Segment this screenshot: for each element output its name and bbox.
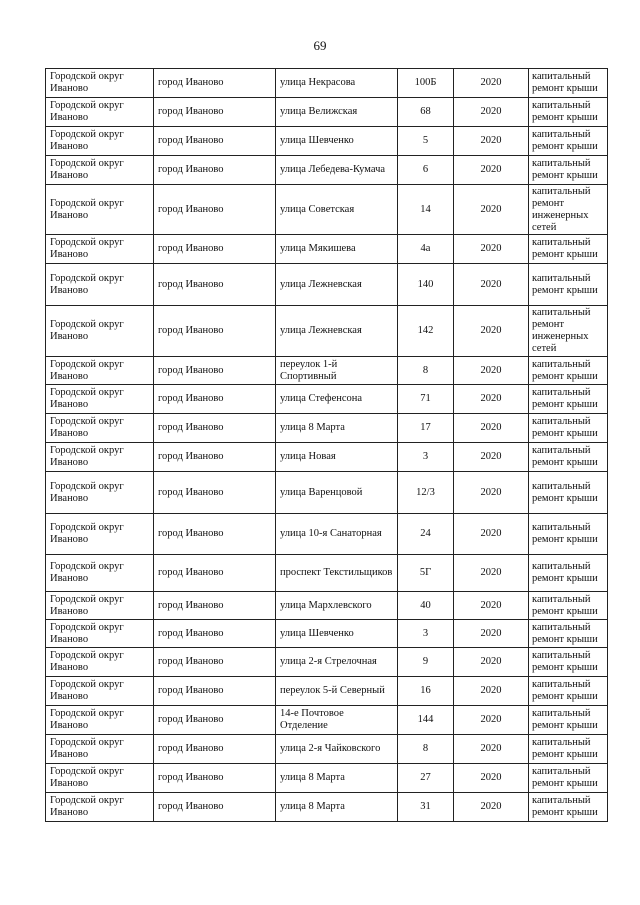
city-cell: город Иваново <box>154 357 276 385</box>
table-row <box>46 706 608 735</box>
house-number-cell: 8 <box>398 735 454 764</box>
street-cell: улица 2-я Стрелочная <box>276 648 398 677</box>
table-row <box>46 264 608 306</box>
house-number-cell: 27 <box>398 764 454 793</box>
year-cell: 2020 <box>454 443 529 472</box>
table-row <box>46 235 608 264</box>
table-row <box>46 156 608 185</box>
year-cell: 2020 <box>454 620 529 648</box>
work-type-cell: капитальный ремонт крыши <box>529 735 608 764</box>
year-cell: 2020 <box>454 514 529 555</box>
district-cell: Городской округ Иваново <box>46 156 154 185</box>
district-cell: Городской округ Иваново <box>46 443 154 472</box>
table-row <box>46 185 608 235</box>
year-cell: 2020 <box>454 735 529 764</box>
house-number-cell: 4а <box>398 235 454 264</box>
street-cell: улица 8 Марта <box>276 793 398 822</box>
city-cell: город Иваново <box>154 185 276 235</box>
city-cell: город Иваново <box>154 306 276 357</box>
street-cell: улица Некрасова <box>276 69 398 98</box>
work-type-cell: капитальный ремонт крыши <box>529 764 608 793</box>
district-cell: Городской округ Иваново <box>46 69 154 98</box>
table-row <box>46 127 608 156</box>
district-cell: Городской округ Иваново <box>46 706 154 735</box>
city-cell: город Иваново <box>154 443 276 472</box>
year-cell: 2020 <box>454 385 529 414</box>
district-cell: Городской округ Иваново <box>46 764 154 793</box>
year-cell: 2020 <box>454 127 529 156</box>
year-cell: 2020 <box>454 185 529 235</box>
district-cell: Городской округ Иваново <box>46 264 154 306</box>
district-cell: Городской округ Иваново <box>46 98 154 127</box>
street-cell: улица Мархлевского <box>276 592 398 620</box>
work-type-cell: капитальный ремонт крыши <box>529 706 608 735</box>
district-cell: Городской округ Иваново <box>46 185 154 235</box>
street-cell: проспект Текстильщиков <box>276 555 398 592</box>
district-cell: Городской округ Иваново <box>46 127 154 156</box>
city-cell: город Иваново <box>154 472 276 514</box>
year-cell: 2020 <box>454 555 529 592</box>
district-cell: Городской округ Иваново <box>46 677 154 706</box>
work-type-cell: капитальный ремонт крыши <box>529 357 608 385</box>
table-row <box>46 677 608 706</box>
table-row <box>46 764 608 793</box>
table-row <box>46 69 608 98</box>
house-number-cell: 9 <box>398 648 454 677</box>
district-cell: Городской округ Иваново <box>46 357 154 385</box>
district-cell: Городской округ Иваново <box>46 306 154 357</box>
city-cell: город Иваново <box>154 555 276 592</box>
city-cell: город Иваново <box>154 69 276 98</box>
work-type-cell: капитальный ремонт крыши <box>529 235 608 264</box>
city-cell: город Иваново <box>154 764 276 793</box>
year-cell: 2020 <box>454 764 529 793</box>
year-cell: 2020 <box>454 264 529 306</box>
work-type-cell: капитальный ремонт крыши <box>529 127 608 156</box>
city-cell: город Иваново <box>154 156 276 185</box>
work-type-cell: капитальный ремонт крыши <box>529 592 608 620</box>
city-cell: город Иваново <box>154 793 276 822</box>
house-number-cell: 100Б <box>398 69 454 98</box>
work-type-cell: капитальный ремонт крыши <box>529 793 608 822</box>
district-cell: Городской округ Иваново <box>46 514 154 555</box>
table-row <box>46 793 608 822</box>
work-type-cell: капитальный ремонт крыши <box>529 677 608 706</box>
district-cell: Городской округ Иваново <box>46 414 154 443</box>
work-type-cell: капитальный ремонт крыши <box>529 443 608 472</box>
year-cell: 2020 <box>454 235 529 264</box>
street-cell: улица 8 Марта <box>276 764 398 793</box>
house-number-cell: 71 <box>398 385 454 414</box>
year-cell: 2020 <box>454 69 529 98</box>
year-cell: 2020 <box>454 414 529 443</box>
work-type-cell: капитальный ремонт крыши <box>529 385 608 414</box>
table-row <box>46 555 608 592</box>
year-cell: 2020 <box>454 592 529 620</box>
house-number-cell: 140 <box>398 264 454 306</box>
city-cell: город Иваново <box>154 677 276 706</box>
street-cell: улица Варенцовой <box>276 472 398 514</box>
street-cell: переулок 1-й Спортивный <box>276 357 398 385</box>
district-cell: Городской округ Иваново <box>46 555 154 592</box>
table-row <box>46 385 608 414</box>
city-cell: город Иваново <box>154 735 276 764</box>
table-row <box>46 514 608 555</box>
house-number-cell: 12/3 <box>398 472 454 514</box>
table-row <box>46 98 608 127</box>
district-cell: Городской округ Иваново <box>46 648 154 677</box>
city-cell: город Иваново <box>154 98 276 127</box>
year-cell: 2020 <box>454 98 529 127</box>
city-cell: город Иваново <box>154 620 276 648</box>
work-type-cell: капитальный ремонт крыши <box>529 620 608 648</box>
city-cell: город Иваново <box>154 514 276 555</box>
street-cell: улица Велижская <box>276 98 398 127</box>
street-cell: улица Лежневская <box>276 264 398 306</box>
table-row <box>46 620 608 648</box>
work-type-cell: капитальный ремонт крыши <box>529 98 608 127</box>
district-cell: Городской округ Иваново <box>46 472 154 514</box>
street-cell: улица Шевченко <box>276 127 398 156</box>
work-type-cell: капитальный ремонт крыши <box>529 648 608 677</box>
house-number-cell: 3 <box>398 443 454 472</box>
table-row <box>46 443 608 472</box>
street-cell: улица Лежневская <box>276 306 398 357</box>
street-cell: улица 8 Марта <box>276 414 398 443</box>
repair-table <box>45 68 608 822</box>
street-cell: улица Новая <box>276 443 398 472</box>
street-cell: улица Мякишева <box>276 235 398 264</box>
year-cell: 2020 <box>454 156 529 185</box>
year-cell: 2020 <box>454 472 529 514</box>
house-number-cell: 3 <box>398 620 454 648</box>
year-cell: 2020 <box>454 306 529 357</box>
table-row <box>46 472 608 514</box>
district-cell: Городской округ Иваново <box>46 385 154 414</box>
house-number-cell: 68 <box>398 98 454 127</box>
year-cell: 2020 <box>454 677 529 706</box>
city-cell: город Иваново <box>154 385 276 414</box>
year-cell: 2020 <box>454 648 529 677</box>
district-cell: Городской округ Иваново <box>46 620 154 648</box>
house-number-cell: 24 <box>398 514 454 555</box>
house-number-cell: 16 <box>398 677 454 706</box>
table-row <box>46 735 608 764</box>
work-type-cell: капитальный ремонт крыши <box>529 472 608 514</box>
year-cell: 2020 <box>454 357 529 385</box>
house-number-cell: 6 <box>398 156 454 185</box>
house-number-cell: 40 <box>398 592 454 620</box>
work-type-cell: капитальный ремонт инженерных сетей <box>529 185 608 235</box>
table-row <box>46 648 608 677</box>
house-number-cell: 144 <box>398 706 454 735</box>
work-type-cell: капитальный ремонт крыши <box>529 514 608 555</box>
house-number-cell: 5Г <box>398 555 454 592</box>
house-number-cell: 8 <box>398 357 454 385</box>
table-row <box>46 592 608 620</box>
city-cell: город Иваново <box>154 592 276 620</box>
street-cell: улица Шевченко <box>276 620 398 648</box>
year-cell: 2020 <box>454 793 529 822</box>
district-cell: Городской округ Иваново <box>46 793 154 822</box>
work-type-cell: капитальный ремонт крыши <box>529 156 608 185</box>
work-type-cell: капитальный ремонт крыши <box>529 414 608 443</box>
city-cell: город Иваново <box>154 264 276 306</box>
work-type-cell: капитальный ремонт инженерных сетей <box>529 306 608 357</box>
work-type-cell: капитальный ремонт крыши <box>529 69 608 98</box>
city-cell: город Иваново <box>154 648 276 677</box>
house-number-cell: 5 <box>398 127 454 156</box>
house-number-cell: 14 <box>398 185 454 235</box>
city-cell: город Иваново <box>154 414 276 443</box>
city-cell: город Иваново <box>154 127 276 156</box>
year-cell: 2020 <box>454 706 529 735</box>
street-cell: улица Стефенсона <box>276 385 398 414</box>
district-cell: Городской округ Иваново <box>46 735 154 764</box>
city-cell: город Иваново <box>154 235 276 264</box>
street-cell: улица Советская <box>276 185 398 235</box>
street-cell: улица Лебедева-Кумача <box>276 156 398 185</box>
table-row <box>46 357 608 385</box>
street-cell: улица 10-я Санаторная <box>276 514 398 555</box>
street-cell: переулок 5-й Северный <box>276 677 398 706</box>
district-cell: Городской округ Иваново <box>46 235 154 264</box>
house-number-cell: 142 <box>398 306 454 357</box>
city-cell: город Иваново <box>154 706 276 735</box>
work-type-cell: капитальный ремонт крыши <box>529 264 608 306</box>
house-number-cell: 31 <box>398 793 454 822</box>
work-type-cell: капитальный ремонт крыши <box>529 555 608 592</box>
page-number: 69 <box>313 38 327 53</box>
district-cell: Городской округ Иваново <box>46 592 154 620</box>
table-row <box>46 306 608 357</box>
house-number-cell: 17 <box>398 414 454 443</box>
street-cell: 14-е Почтовое Отделение <box>276 706 398 735</box>
street-cell: улица 2-я Чайковского <box>276 735 398 764</box>
table-row <box>46 414 608 443</box>
